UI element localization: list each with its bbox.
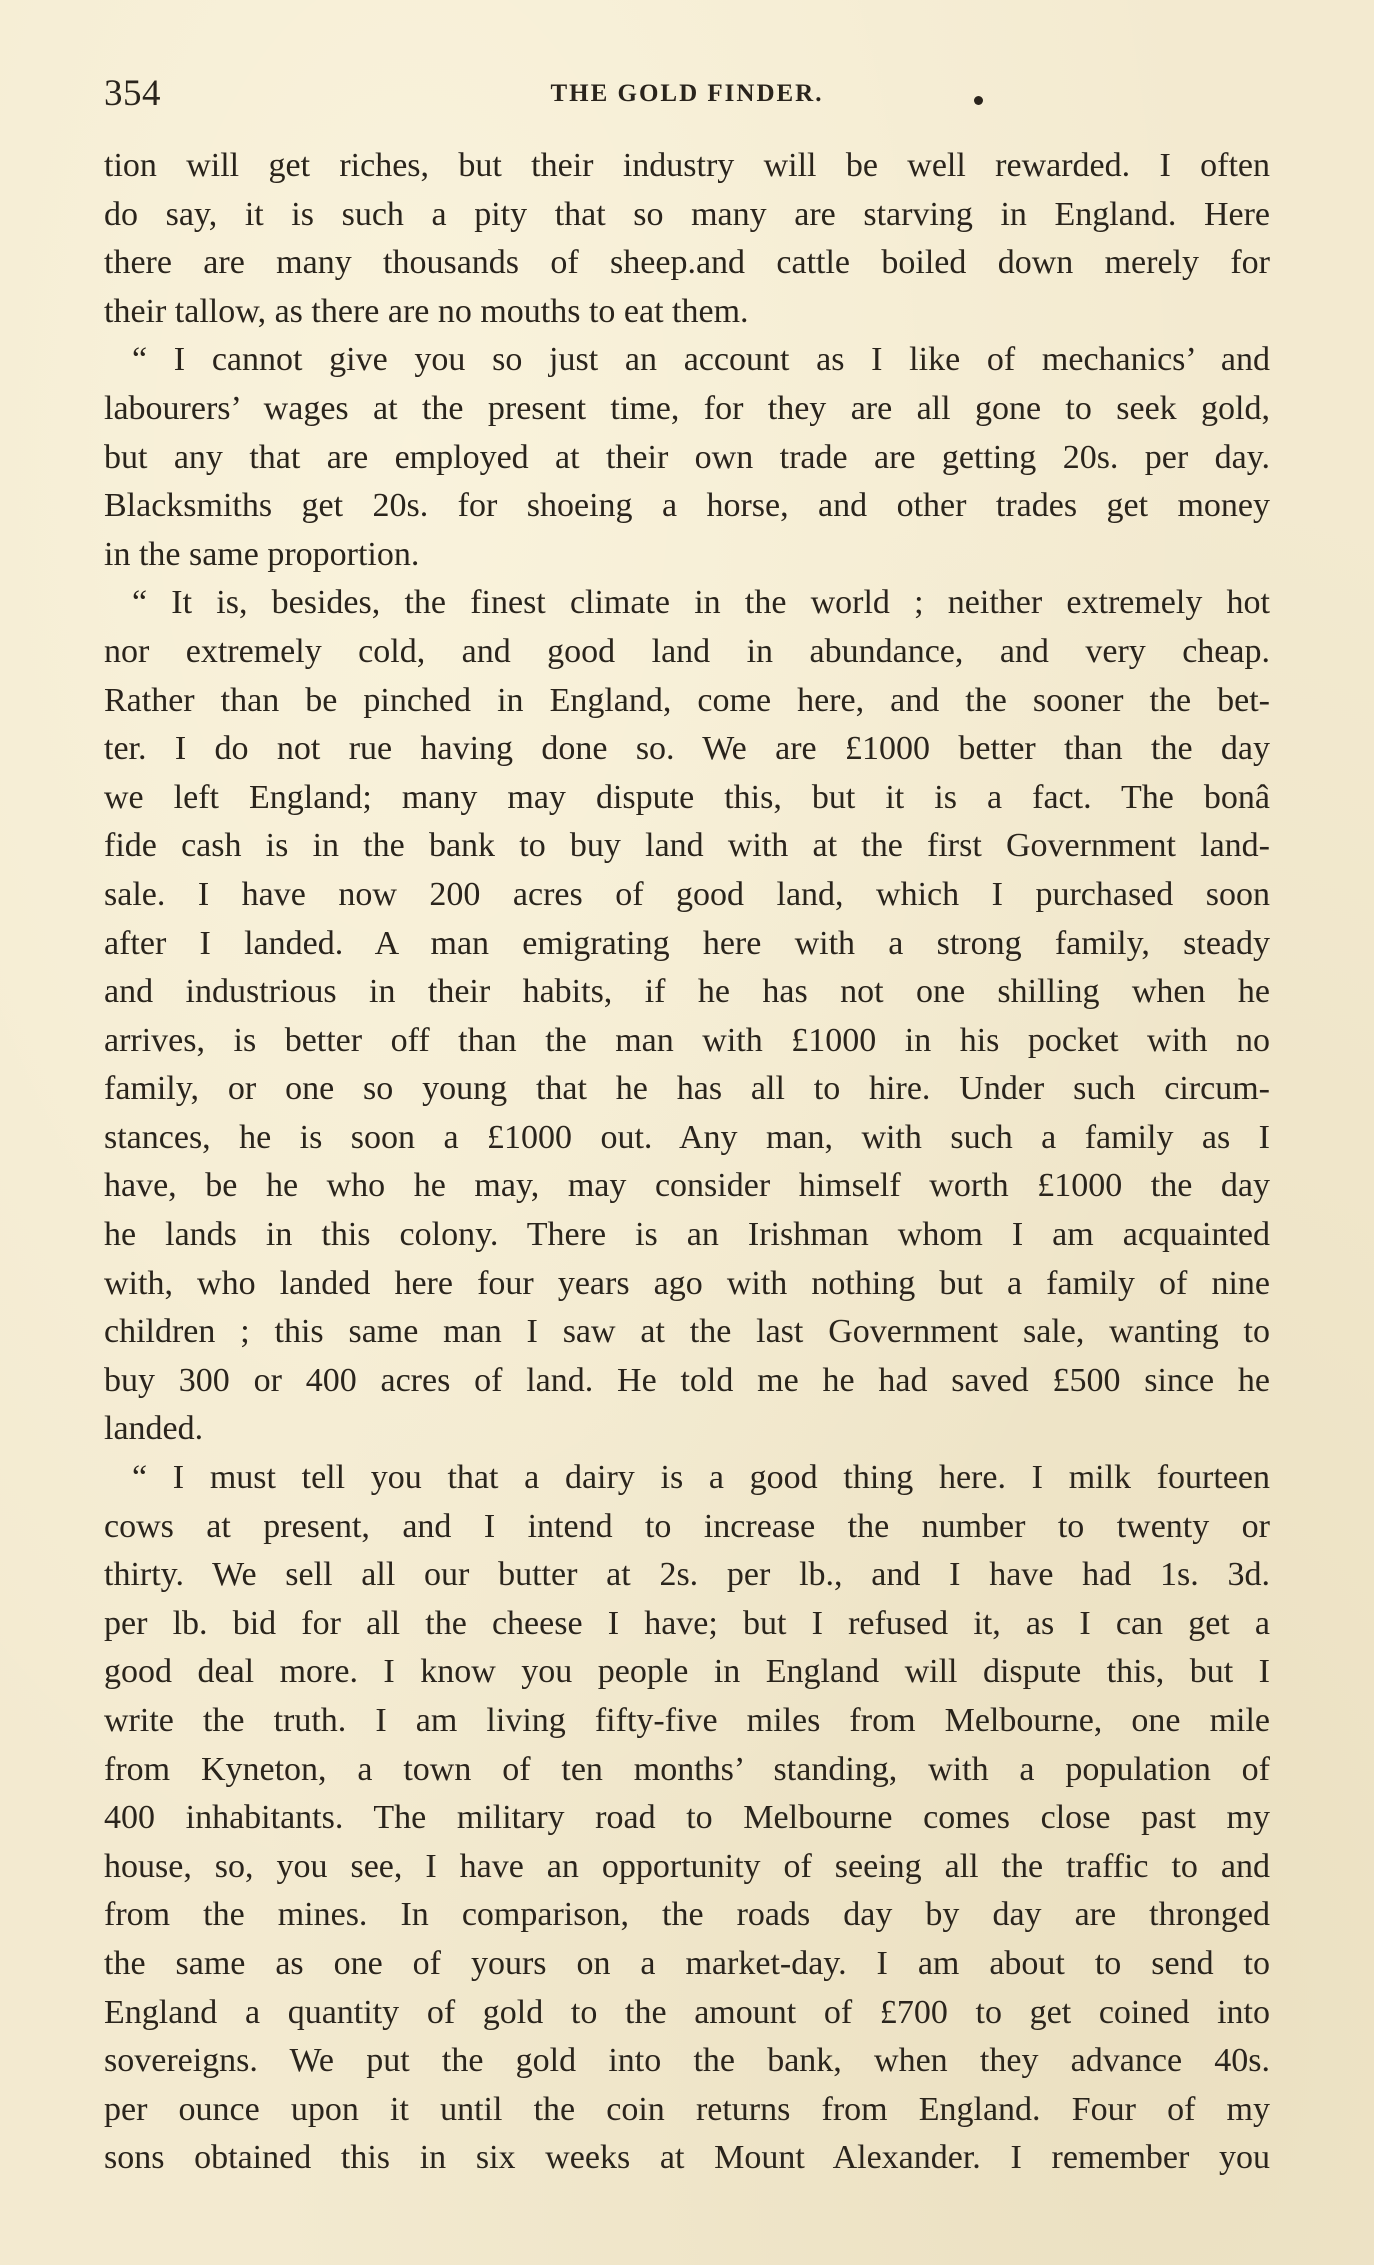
text-line: but any that are employed at their own trade are getting 20s. per day.: [104, 438, 1270, 476]
text-line: “ I cannot give you so just an account as I like of mechanics’ and: [132, 341, 1270, 379]
text-line: good deal more. I know you people in England will dispute this, but I: [104, 1653, 1270, 1691]
text-line: from Kyneton, a town of ten months’ standing, with a population of: [104, 1750, 1270, 1788]
text-line: thirty. We sell all our butter at 2s. per lb., and I have had 1s. 3d.: [104, 1556, 1270, 1594]
text-line: landed.: [104, 1410, 204, 1448]
text-line: house, so, you see, I have an opportunity of seeing all the traffic to and: [104, 1847, 1270, 1885]
text-line: stances, he is soon a £1000 out. Any man, with such a family as I: [104, 1118, 1270, 1156]
text-line: labourers’ wages at the present time, for they are all gone to seek gold,: [104, 389, 1270, 427]
text-line: tion will get riches, but their industry will be well rewarded. I often: [104, 147, 1270, 184]
text-line: buy 300 or 400 acres of land. He told me he had saved £500 since he: [104, 1361, 1270, 1399]
text-line: the same as one of yours on a market-day. I am about to send to: [104, 1944, 1270, 1982]
text-line: he lands in this colony. There is an Irishman whom I am acquainted: [104, 1216, 1270, 1254]
text-line: sovereigns. We put the gold into the bank, when they advance 40s.: [104, 2042, 1270, 2080]
body-text: [104, 142, 1270, 2183]
text-line: children ; this same man I saw at the last Government sale, wanting to: [104, 1313, 1270, 1351]
text-line: there are many thousands of sheep.and cattle boiled down merely for: [104, 244, 1270, 282]
text-line: family, or one so young that he has all to hire. Under such circum-: [104, 1070, 1270, 1108]
page-number: 354: [104, 73, 161, 114]
text-line: per ounce upon it until the coin returns from England. Four of my: [104, 2090, 1270, 2128]
text-line: nor extremely cold, and good land in abundance, and very cheap.: [104, 632, 1270, 670]
text-line: cows at present, and I intend to increase the number to twenty or: [104, 1507, 1270, 1545]
text-line: have, be he who he may, may consider himself worth £1000 the day: [104, 1167, 1270, 1205]
text-line: 400 inhabitants. The military road to Melbourne comes close past my: [104, 1799, 1270, 1837]
text-line: Rather than be pinched in England, come here, and the sooner the bet-: [104, 681, 1270, 719]
text-line: we left England; many may dispute this, but it is a fact. The bonâ: [104, 778, 1270, 816]
text-line: after I landed. A man emigrating here with a strong family, steady: [104, 924, 1270, 962]
ink-dot-mark: [974, 96, 983, 105]
text-line: “ I must tell you that a dairy is a good thing here. I milk fourteen: [132, 1459, 1270, 1497]
text-line: write the truth. I am living fifty-five miles from Melbourne, one mile: [104, 1702, 1270, 1739]
text-line: from the mines. In comparison, the roads day by day are thronged: [104, 1896, 1270, 1934]
running-title: THE GOLD FINDER.: [550, 80, 824, 107]
page-header: [104, 72, 1270, 122]
text-line: and industrious in their habits, if he has not one shilling when he: [104, 973, 1270, 1011]
text-line: arrives, is better off than the man with £1000 in his pocket with no: [104, 1021, 1270, 1059]
text-line: per lb. bid for all the cheese I have; but I refused it, as I can get a: [104, 1604, 1270, 1642]
text-line: do say, it is such a pity that so many are starving in England. Here: [104, 195, 1270, 233]
text-line: England a quantity of gold to the amount of £700 to get coined into: [104, 1993, 1270, 2031]
text-line: “ It is, besides, the finest climate in the world ; neither extremely hot: [132, 584, 1270, 622]
text-line: fide cash is in the bank to buy land with at the first Government land-: [104, 827, 1270, 865]
text-line: ter. I do not rue having done so. We are £1000 better than the day: [104, 730, 1270, 768]
text-line: with, who landed here four years ago with nothing but a family of nine: [104, 1264, 1270, 1302]
text-line: Blacksmiths get 20s. for shoeing a horse, and other trades get money: [104, 487, 1270, 525]
text-line: sons obtained this in six weeks at Mount Alexander. I remember you: [104, 2139, 1270, 2177]
text-line: sale. I have now 200 acres of good land, which I purchased soon: [104, 875, 1270, 913]
text-line: their tallow, as there are no mouths to eat them.: [104, 292, 749, 330]
text-line: in the same proportion.: [104, 535, 420, 573]
